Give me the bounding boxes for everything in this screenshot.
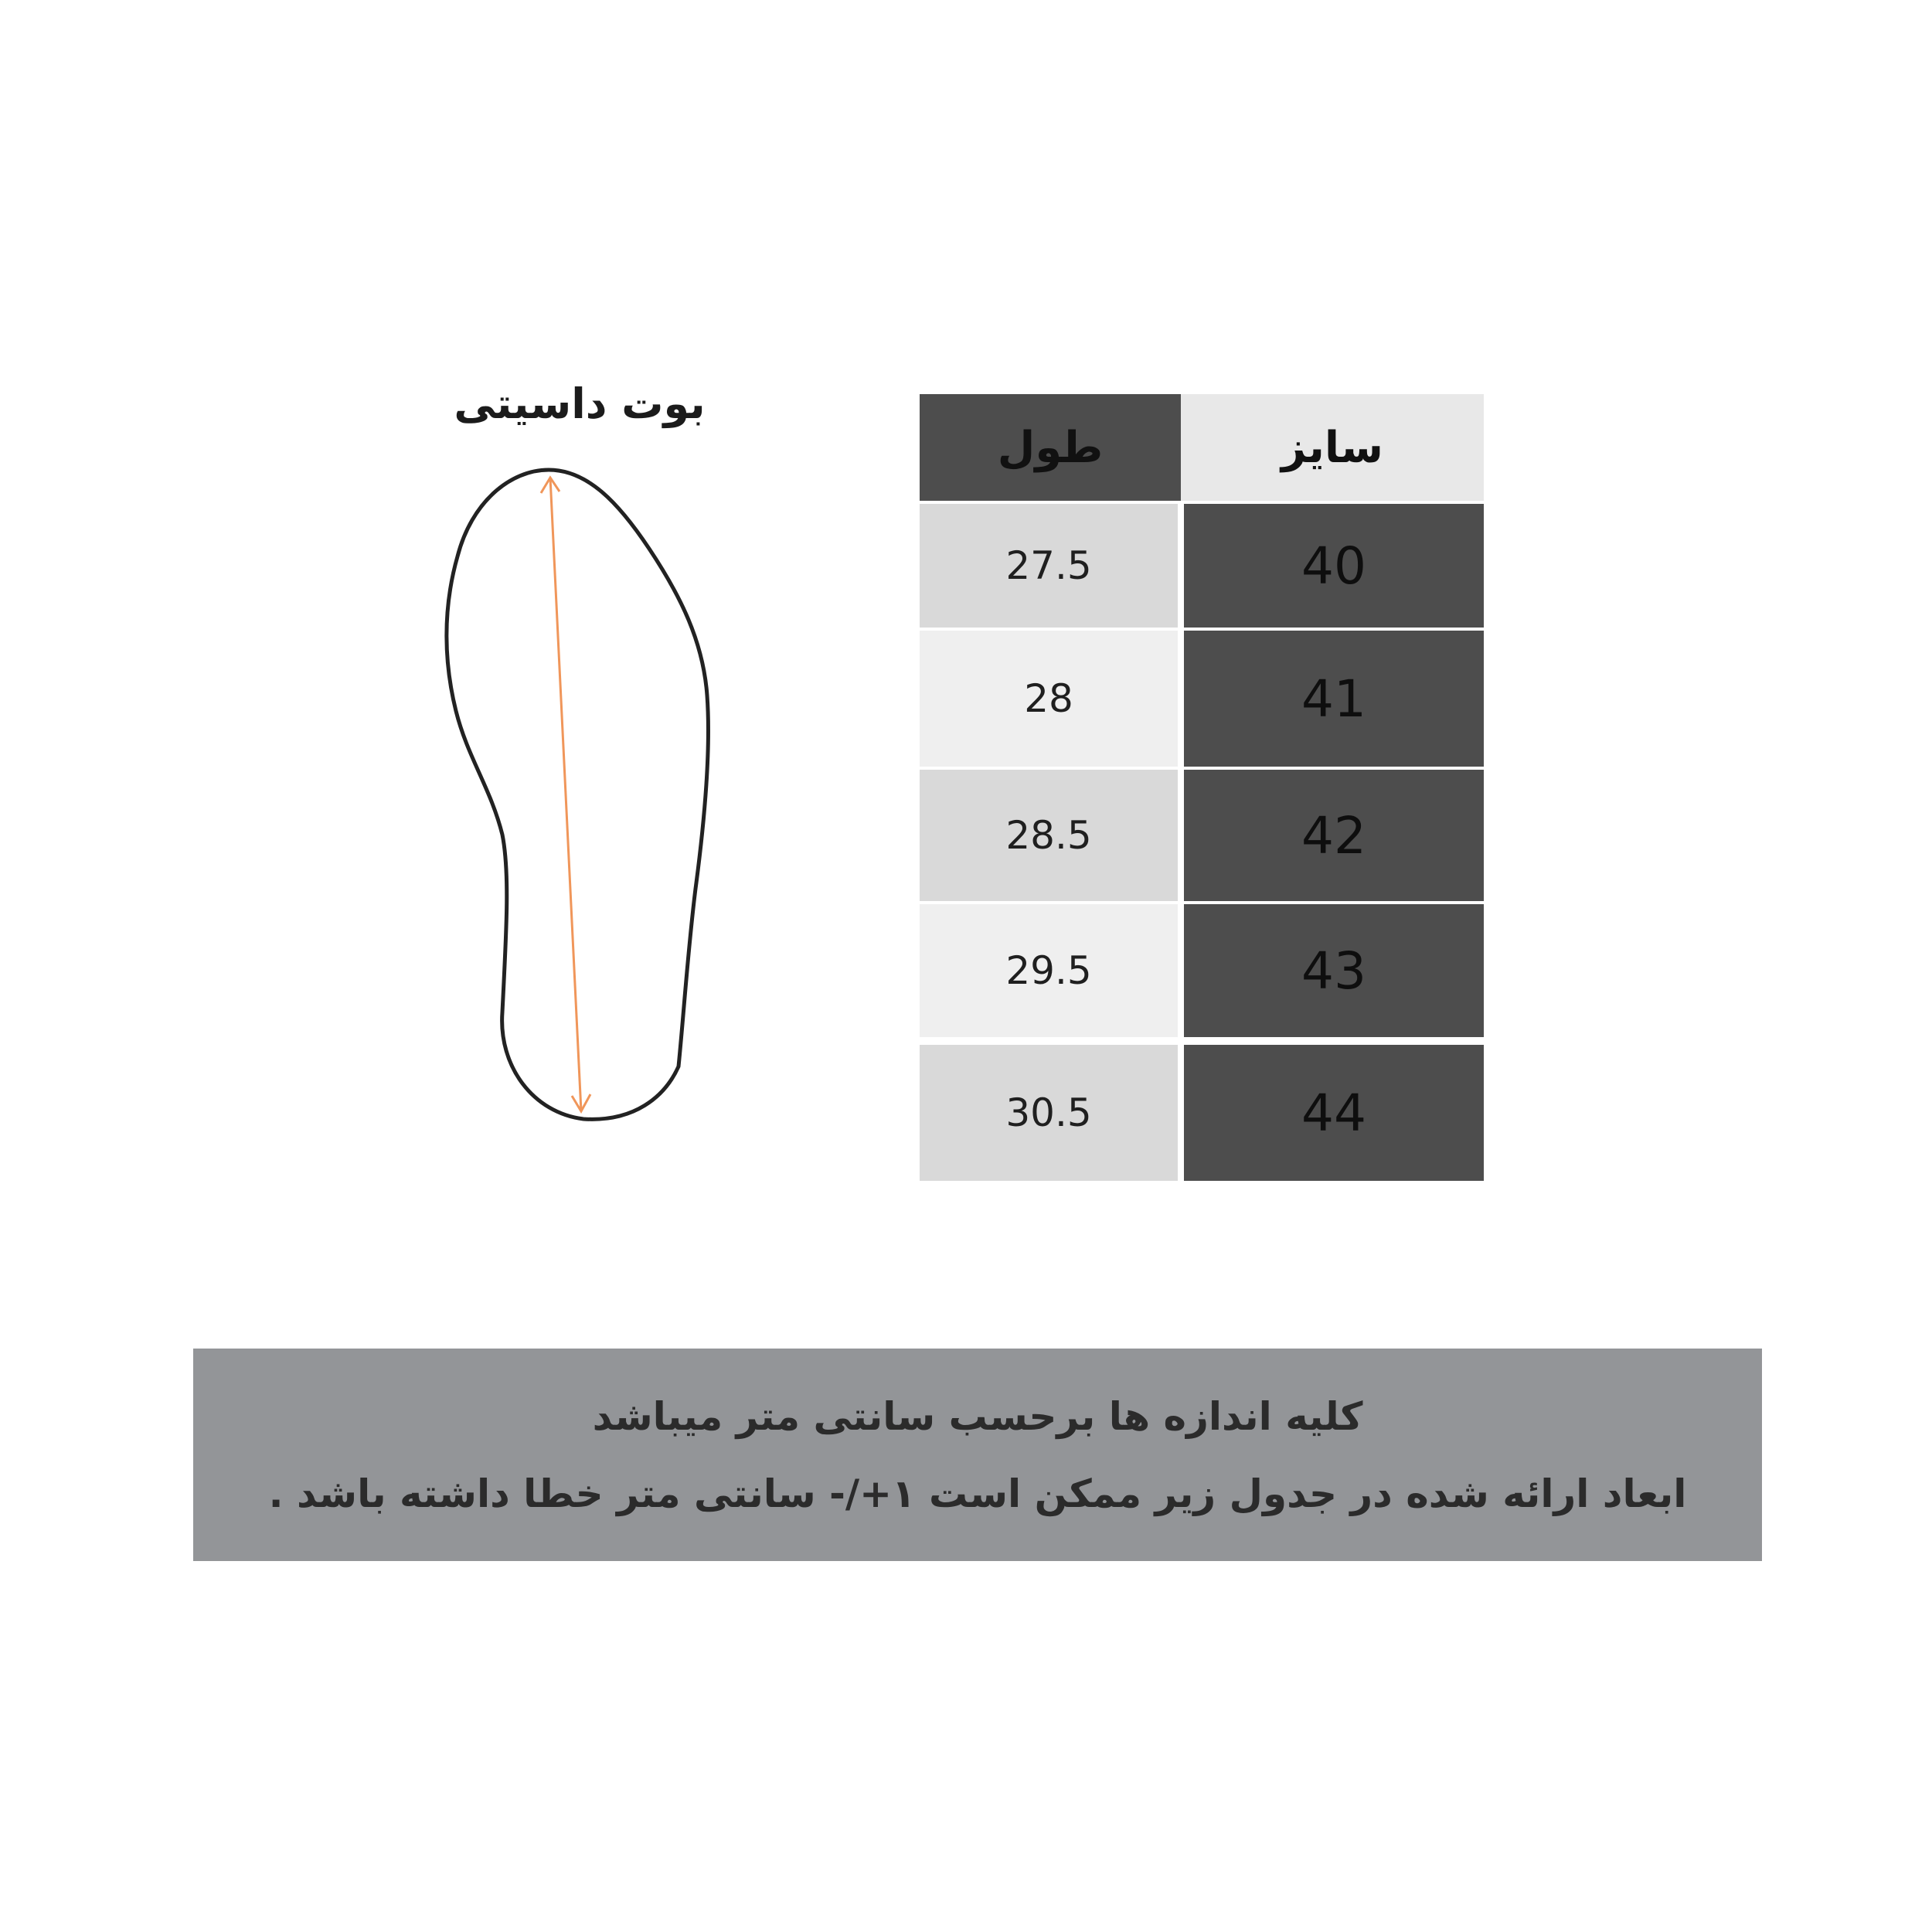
note-line-tolerance: ابعاد ارائه شده در جدول زیر ممکن است ۱+/- سانتی متر خطا داشته باشد . xyxy=(268,1471,1687,1516)
table-row-length: 29.5 xyxy=(920,904,1178,1037)
table-row-size: 44 xyxy=(1184,1045,1484,1181)
table-row-size: 43 xyxy=(1184,904,1484,1037)
table-row-size: 41 xyxy=(1184,631,1484,767)
header-length: طول xyxy=(920,394,1181,501)
double-arrow-icon xyxy=(541,478,590,1111)
table-row-length: 28 xyxy=(920,631,1178,767)
size-table xyxy=(920,394,1484,1181)
note-line-units: کلیه اندازه ها برحسب سانتی متر میباشد xyxy=(592,1394,1363,1439)
foot-outline-icon xyxy=(433,456,726,1136)
product-title: بوت داسیتی xyxy=(454,379,706,428)
table-row-length: 28.5 xyxy=(920,770,1178,901)
header-size: سایز xyxy=(1181,394,1484,501)
table-row-size: 40 xyxy=(1184,504,1484,628)
note-band xyxy=(193,1349,1762,1561)
table-row-size: 42 xyxy=(1184,770,1484,901)
table-row-length: 27.5 xyxy=(920,504,1178,628)
table-row-length: 30.5 xyxy=(920,1045,1178,1181)
